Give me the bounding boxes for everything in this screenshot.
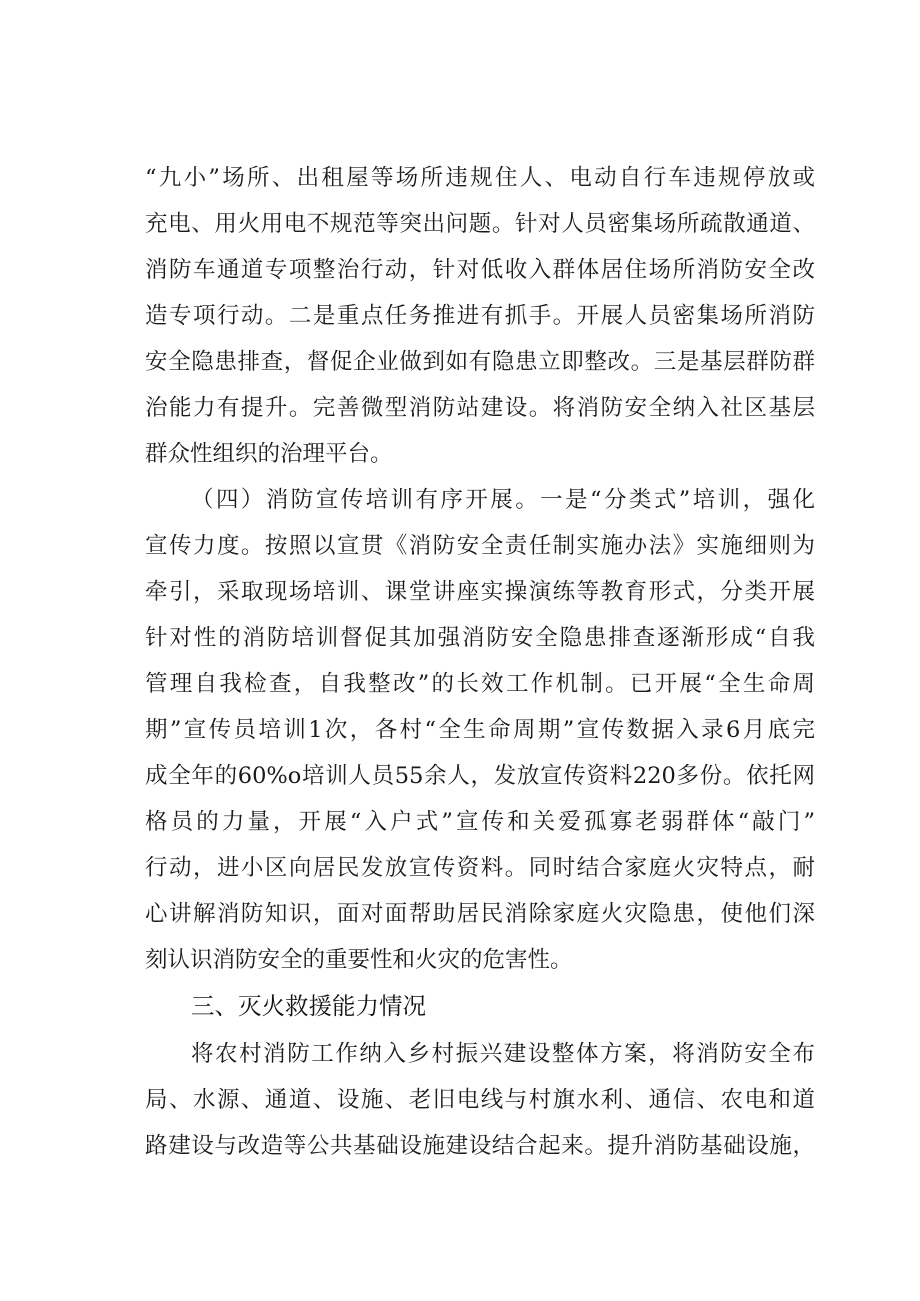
section-heading: 三、灭火救援能力情况 [191,992,426,1020]
paragraph-3-line-2: 局、水源、通道、设施、老旧电线与村旗水利、通信、农电和道 [145,1087,815,1113]
paragraph-2-line-11: 刻认识消防安全的重要性和火灾的危害性。 [145,947,573,973]
paragraph-2-line-2: 宣传力度。按照以宣贯《消防安全责任制实施办法》实施细则为 [145,533,815,559]
paragraph-1-line-1: “九小”场所、出租屋等场所违规住人、电动自行车违规停放或 [145,165,815,191]
paragraph-2-line-8: 格员的力量，开展“入户式”宣传和关爱孤寡老弱群体“敲门” [145,809,815,835]
paragraph-1-line-5: 安全隐患排查，督促企业做到如有隐患立即整改。三是基层群防群 [145,349,815,375]
paragraph-3-line-3: 路建设与改造等公共基础设施建设结合起来。提升消防基础设施， [145,1133,815,1159]
paragraph-2-line-10: 心讲解消防知识，面对面帮助居民消除家庭火灾隐患，使他们深 [145,901,815,927]
paragraph-1-line-2: 充电、用火用电不规范等突出问题。针对人员密集场所疏散通道、 [145,211,815,237]
paragraph-2-line-3: 牵引，采取现场培训、课堂讲座实操演练等教育形式，分类开展 [145,579,815,605]
paragraph-2-line-7: 成全年的60%o培训人员55余人，发放宣传资料220多份。依托网 [145,763,815,789]
paragraph-2-line-5: 管理自我检查，自我整改”的长效工作机制。已开展“全生命周 [145,671,815,697]
paragraph-3-line-1: 将农村消防工作纳入乡村振兴建设整体方案，将消防安全布 [191,1041,815,1067]
paragraph-1-line-4: 造专项行动。二是重点任务推进有抓手。开展人员密集场所消防 [145,303,815,329]
paragraph-2-line-4: 针对性的消防培训督促其加强消防安全隐患排查逐渐形成“自我 [145,625,815,651]
paragraph-1-line-3: 消防车通道专项整治行动，针对低收入群体居住场所消防安全改 [145,257,815,283]
paragraph-2-line-9: 行动，进小区向居民发放宣传资料。同时结合家庭火灾特点，耐 [145,855,815,881]
paragraph-2-line-6: 期”宣传员培训1次，各村“全生命周期”宣传数据入录6月底完 [145,717,815,743]
paragraph-1-line-7: 群众性组织的治理平台。 [145,441,393,467]
paragraph-2-line-1: （四）消防宣传培训有序开展。一是“分类式”培训，强化 [191,487,815,513]
paragraph-1-line-6: 治能力有提升。完善微型消防站建设。将消防安全纳入社区基层 [145,395,815,421]
